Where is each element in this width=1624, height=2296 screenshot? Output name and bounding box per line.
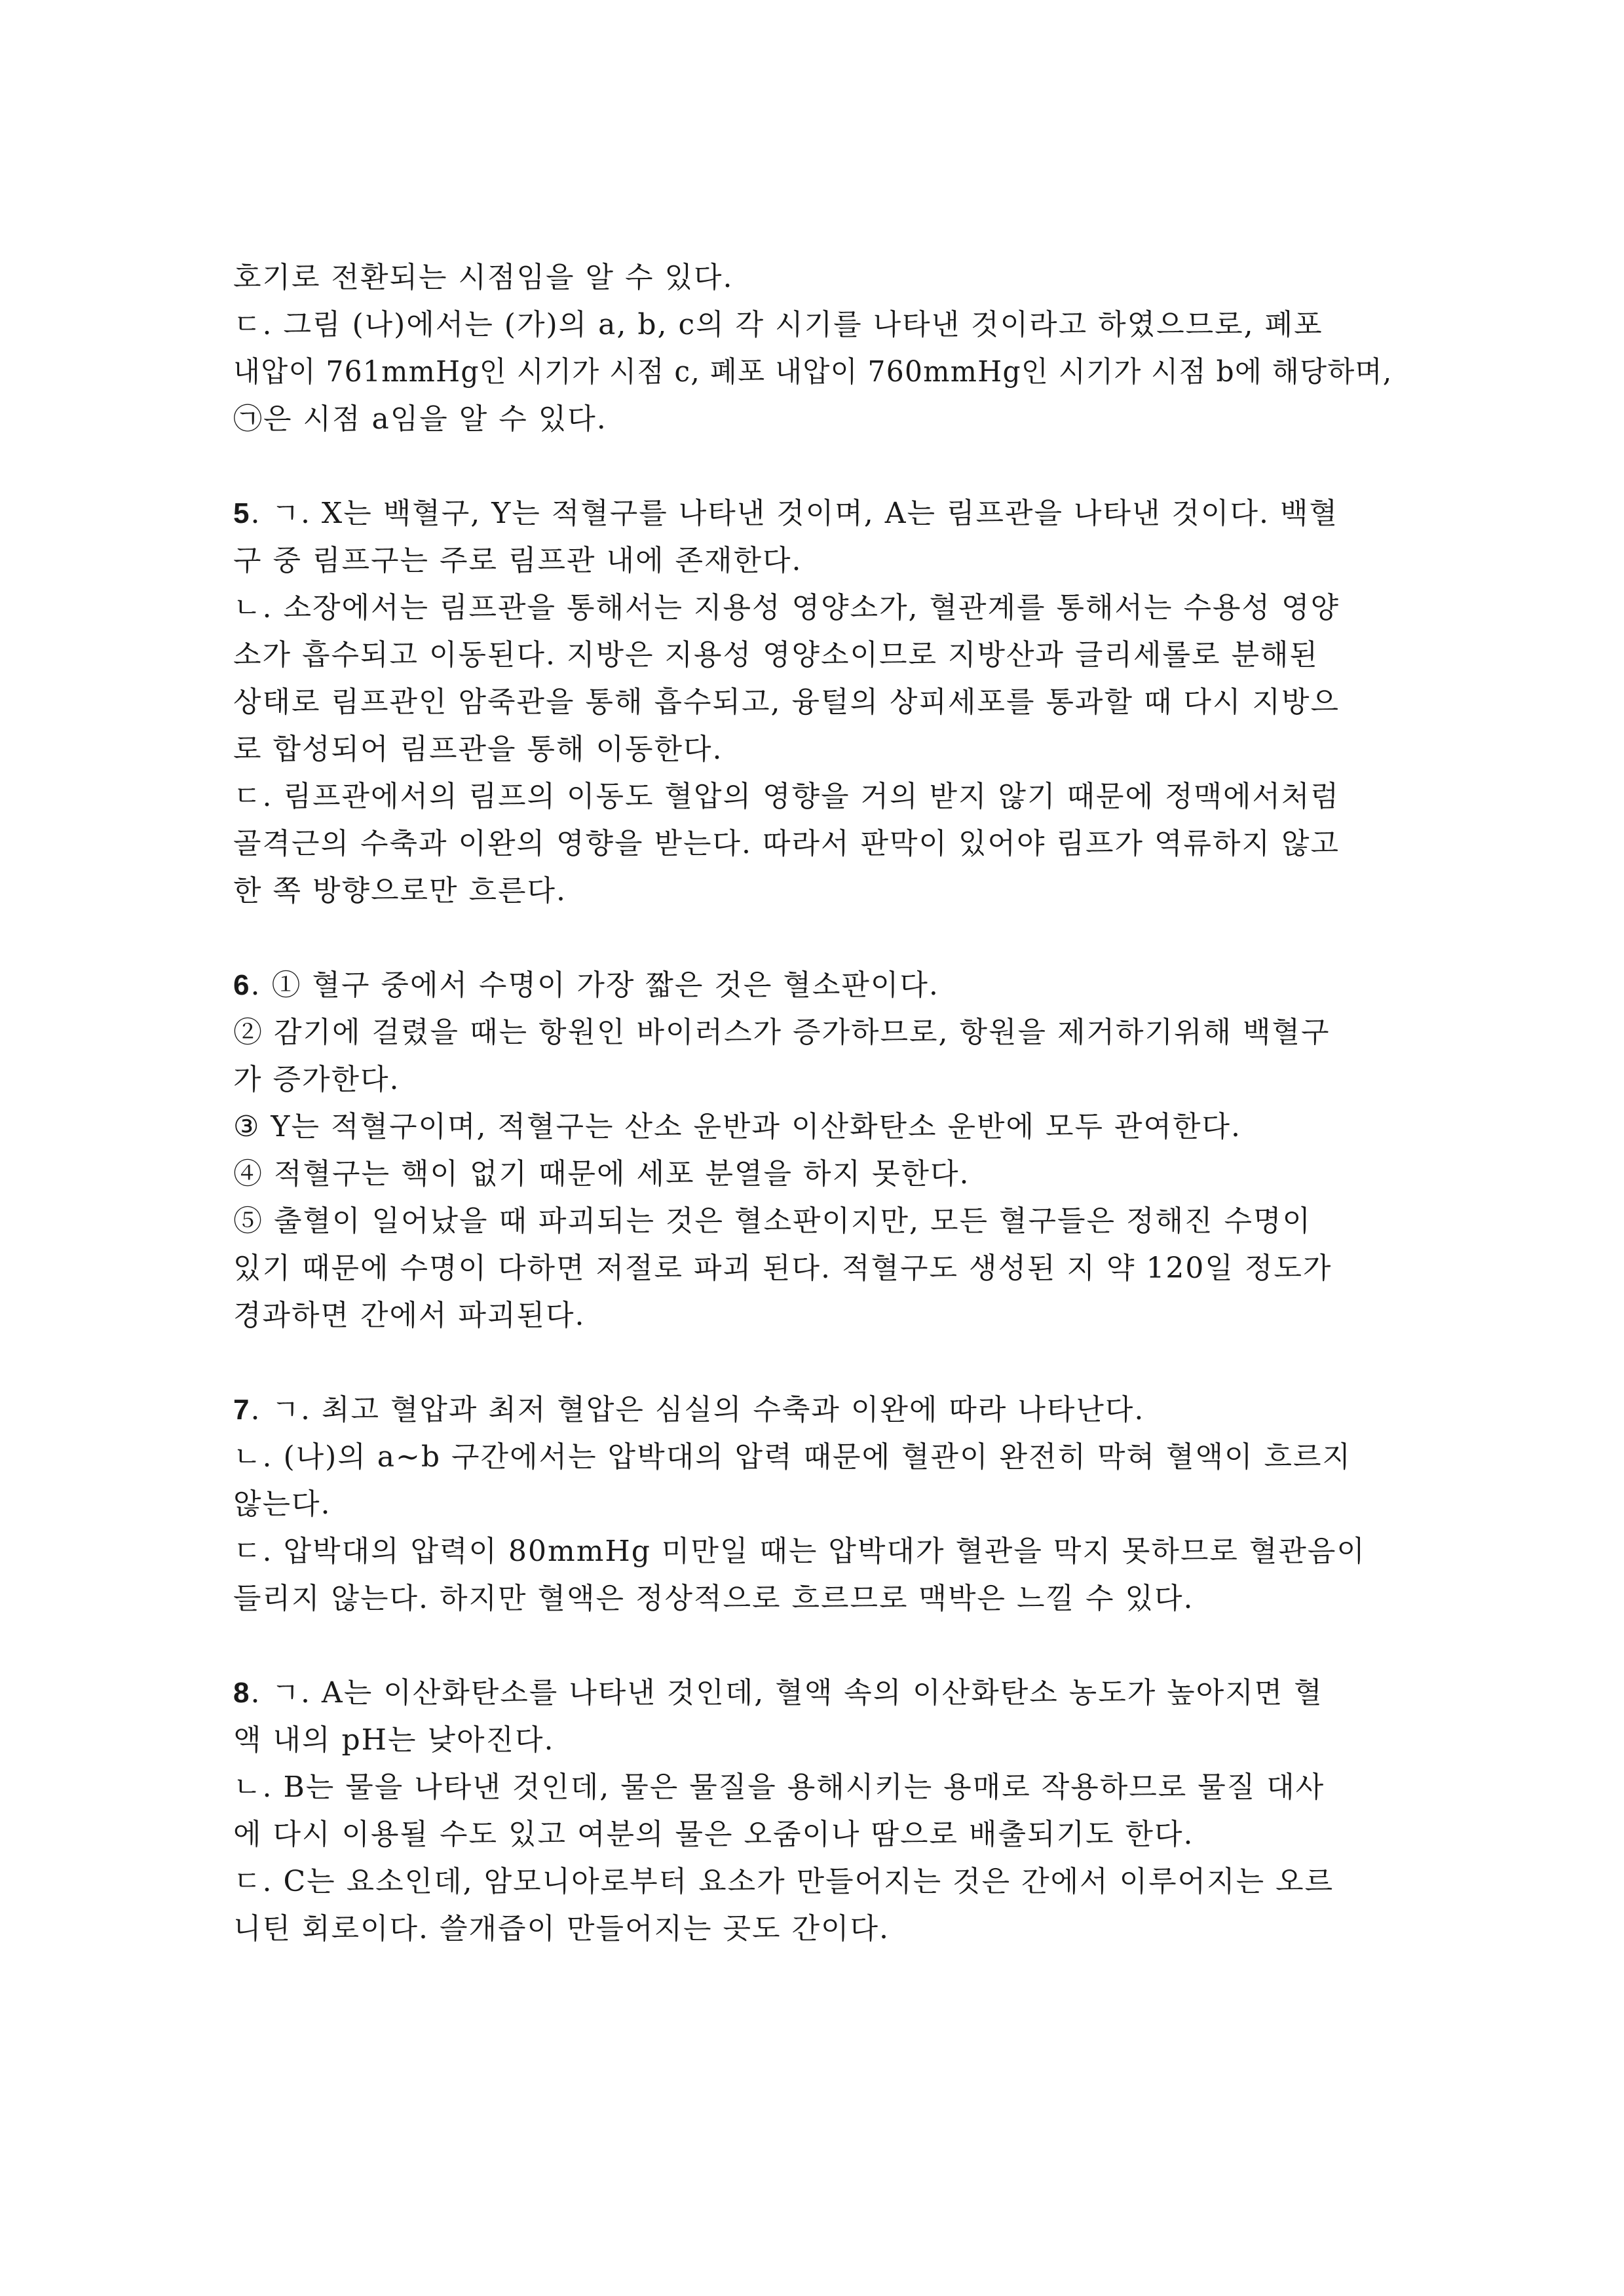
question-number: 8 — [233, 1677, 251, 1709]
line-text: 소가 흡수되고 이동된다. 지방은 지용성 영양소이므로 지방산과 글리세롤로 분해된 — [233, 638, 1319, 672]
text-line — [233, 1245, 1393, 1292]
text-line — [233, 537, 1393, 584]
line-text: 경과하면 간에서 파괴된다. — [233, 1299, 586, 1332]
line-text: 에 다시 이용될 수도 있고 여분의 물은 오줌이나 땀으로 배출되기도 한다. — [233, 1818, 1194, 1851]
line-text: 상태로 림프관인 암죽관을 통해 흡수되고, 융털의 상피세포를 통과할 때 다시 지방으 — [233, 685, 1340, 719]
text-line — [233, 349, 1393, 396]
text-line — [233, 1481, 1393, 1528]
text-line — [233, 632, 1393, 679]
line-text: ㄷ. 그림 (나)에서는 (가)의 a, b, c의 각 시기를 나타낸 것이라고 하였으므로, 폐포 — [233, 308, 1323, 341]
line-text: 내압이 761mmHg인 시기가 시점 c, 폐포 내압이 760mmHg인 시기가 시점 b에 해당하며, — [233, 355, 1393, 389]
question-number: 5 — [233, 497, 251, 529]
text-line — [233, 1387, 1393, 1434]
line-text: ㉠은 시점 a임을 알 수 있다. — [233, 402, 607, 436]
line-text: 있기 때문에 수명이 다하면 저절로 파괴 된다. 적혈구도 생성된 지 약 120일 정도가 — [233, 1252, 1332, 1285]
answer-section — [233, 490, 1393, 915]
line-text: . ㄱ. 최고 혈압과 최저 혈압은 심실의 수축과 이완에 따라 나타난다. — [250, 1393, 1145, 1426]
line-text: 니틴 회로이다. 쓸개즙이 만들어지는 곳도 간이다. — [233, 1912, 890, 1945]
text-line — [233, 301, 1393, 349]
answer-section — [233, 254, 1393, 443]
answer-section — [233, 962, 1393, 1339]
line-text: 않는다. — [233, 1487, 331, 1521]
line-text: . ① 혈구 중에서 수명이 가장 짧은 것은 혈소판이다. — [250, 968, 939, 1002]
answer-section — [233, 1387, 1393, 1622]
text-line — [233, 1151, 1393, 1198]
line-text: 호기로 전환되는 시점임을 알 수 있다. — [233, 261, 734, 294]
text-line — [233, 1811, 1393, 1858]
text-line — [233, 726, 1393, 773]
text-line — [233, 396, 1393, 443]
line-text: 한 쪽 방향으로만 흐른다. — [233, 874, 567, 908]
line-text: 들리지 않는다. 하지만 혈액은 정상적으로 흐르므로 맥박은 느낄 수 있다. — [233, 1582, 1194, 1615]
line-text: . ㄱ. A는 이산화탄소를 나타낸 것인데, 혈액 속의 이산화탄소 농도가 높아지면 혈 — [250, 1676, 1323, 1710]
line-text: 구 중 림프구는 주로 림프관 내에 존재한다. — [233, 544, 803, 577]
text-line — [233, 679, 1393, 726]
line-text: ㄷ. 림프관에서의 림프의 이동도 혈압의 영향을 거의 받지 않기 때문에 정맥에서처럼 — [233, 780, 1340, 813]
line-text: ㄷ. 압박대의 압력이 80mmHg 미만일 때는 압박대가 혈관을 막지 못하므로 혈관음이 — [233, 1535, 1366, 1568]
line-text: 골격근의 수축과 이완의 영향을 받는다. 따라서 판막이 있어야 림프가 역류하지 않고 — [233, 827, 1340, 860]
text-line — [233, 1858, 1393, 1905]
text-line — [233, 1434, 1393, 1481]
answer-section — [233, 1670, 1393, 1953]
text-line — [233, 820, 1393, 868]
line-text: . ㄱ. X는 백혈구, Y는 적혈구를 나타낸 것이며, A는 림프관을 나타낸 것이다. 백혈 — [250, 497, 1339, 530]
question-number: 7 — [233, 1394, 251, 1426]
text-line — [233, 868, 1393, 915]
text-line — [233, 1103, 1393, 1151]
line-text: 가 증가한다. — [233, 1063, 400, 1096]
text-line — [233, 1009, 1393, 1056]
text-line — [233, 1056, 1393, 1103]
line-text: ㄷ. C는 요소인데, 암모니아로부터 요소가 만들어지는 것은 간에서 이루어지는 오르 — [233, 1865, 1334, 1898]
line-text: ㄴ. (나)의 a~b 구간에서는 압박대의 압력 때문에 혈관이 완전히 막혀 혈액이 흐르지 — [233, 1440, 1352, 1474]
line-text: ㄴ. B는 물을 나타낸 것인데, 물은 물질을 용해시키는 용매로 작용하므로 물질 대사 — [233, 1770, 1325, 1804]
text-line — [233, 490, 1393, 537]
line-text: 로 합성되어 림프관을 통해 이동한다. — [233, 733, 723, 766]
line-text: ③ Y는 적혈구이며, 적혈구는 산소 운반과 이산화탄소 운반에 모두 관여한다. — [233, 1110, 1241, 1143]
line-text: ② 감기에 걸렸을 때는 항원인 바이러스가 증가하므로, 항원을 제거하기위해 백혈구 — [233, 1016, 1331, 1049]
text-line — [233, 1575, 1393, 1622]
text-line — [233, 1670, 1393, 1717]
text-line — [233, 1905, 1393, 1953]
text-line — [233, 1528, 1393, 1575]
text-line — [233, 584, 1393, 632]
line-text: ④ 적혈구는 핵이 없기 때문에 세포 분열을 하지 못한다. — [233, 1157, 970, 1191]
text-line — [233, 1717, 1393, 1764]
text-line — [233, 1764, 1393, 1811]
question-number: 6 — [233, 969, 251, 1001]
text-line — [233, 254, 1393, 301]
line-text: 액 내의 pH는 낮아진다. — [233, 1723, 555, 1757]
text-line — [233, 1292, 1393, 1339]
text-line — [233, 1198, 1393, 1245]
document-body — [233, 254, 1393, 2000]
text-line — [233, 962, 1393, 1009]
text-line — [233, 773, 1393, 820]
line-text: ㄴ. 소장에서는 림프관을 통해서는 지용성 영양소가, 혈관계를 통해서는 수용성 영양 — [233, 591, 1340, 624]
line-text: ⑤ 출혈이 일어났을 때 파괴되는 것은 혈소판이지만, 모든 혈구들은 정해진 수명이 — [233, 1204, 1312, 1238]
